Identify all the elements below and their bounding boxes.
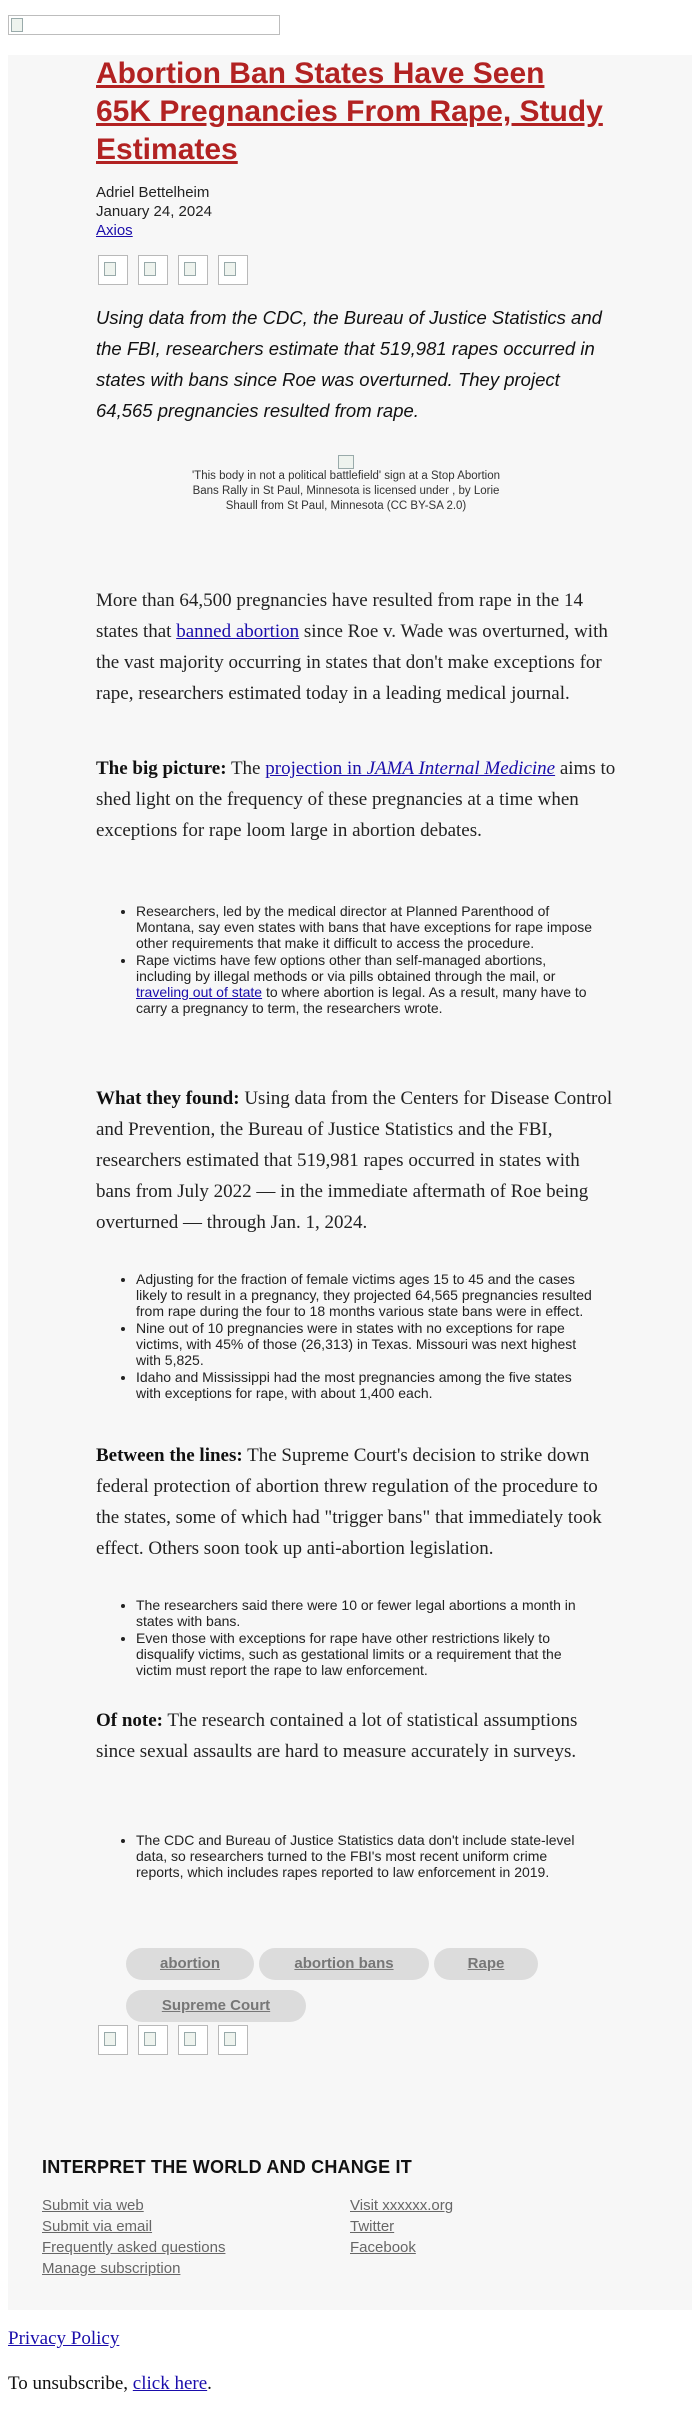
list-item: • The CDC and Bureau of Justice Statistics data don't include state-level data, so researchers turned to the FBI's most recent uniform crime reports, which includes rapes reported to law enforcement in 2019. bbox=[136, 1832, 596, 1880]
article-title[interactable]: Abortion Ban States Have Seen 65K Pregnancies From Rape, Study Estimates bbox=[96, 57, 603, 166]
paragraph-what-found: What they found: Using data from the Centers for Disease Control and Prevention, the Bureau of Justice Statistics and the FBI, researchers estimated that 519,981 rapes occurred in states with bans from July 2022 — in the immediate aftermath of Roe being overturned — through Jan. 1, 2024. bbox=[96, 1088, 613, 1233]
photo-image-icon bbox=[338, 455, 354, 469]
author: Adriel Bettelheim bbox=[96, 184, 210, 201]
share-row-top bbox=[98, 255, 248, 285]
tag-supreme-court[interactable]: Supreme Court bbox=[126, 1990, 306, 2022]
share-facebook-icon[interactable] bbox=[138, 2025, 168, 2055]
tag-rape[interactable]: Rape bbox=[434, 1948, 538, 1980]
label-between-lines: Between the lines: bbox=[96, 1445, 243, 1466]
submit-web-link[interactable]: Submit via web bbox=[42, 2197, 144, 2214]
big-picture-list bbox=[96, 903, 596, 1017]
footer-links-right bbox=[350, 2195, 453, 2258]
list-item: • Nine out of 10 pregnancies were in states with no exceptions for rape victims, with 45% of those (26,313) in Texas. Missouri was next highest with 5,825. bbox=[136, 1320, 596, 1368]
findings-list bbox=[96, 1271, 596, 1402]
submit-email-link[interactable]: Submit via email bbox=[42, 2218, 153, 2235]
jama-link[interactable]: projection in JAMA Internal Medicine bbox=[265, 758, 556, 779]
newsletter-card bbox=[8, 55, 692, 2310]
label-what-found: What they found: bbox=[96, 1088, 240, 1109]
date: January 24, 2024 bbox=[96, 203, 212, 220]
share-email-icon[interactable] bbox=[98, 255, 128, 285]
share-twitter-icon[interactable] bbox=[178, 255, 208, 285]
list-item: • Researchers, led by the medical director at Planned Parenthood of Montana, say even states with bans that have exceptions for rape impose other requirements that make it difficult to access the procedure. bbox=[136, 903, 596, 951]
list-item: • Idaho and Mississippi had the most pregnancies among the five states with exceptions for rape, with about 1,400 each. bbox=[136, 1369, 596, 1401]
broken-image-icon bbox=[11, 18, 23, 32]
share-link-icon[interactable] bbox=[218, 255, 248, 285]
facebook-link[interactable]: Facebook bbox=[350, 2239, 416, 2256]
label-of-note: Of note: bbox=[96, 1710, 164, 1731]
traveling-link[interactable]: traveling out of state bbox=[136, 984, 263, 1000]
list-item: • Adjusting for the fraction of female victims ages 15 to 45 and the cases likely to result in a pregnancy, they projected 64,565 pregnancies resulted from rape during the four to 18 months various state bans were in effect. bbox=[136, 1271, 596, 1319]
paragraph-between-lines: Between the lines: The Supreme Court's decision to strike down federal protection of abortion threw regulation of the procedure to the states, some of which had "trigger bans" that immediately took effect. Others soon took up anti-abortion legislation. bbox=[96, 1445, 602, 1559]
label-big-picture: The big picture: bbox=[96, 758, 227, 779]
footer-links-left bbox=[42, 2195, 225, 2279]
visit-site-link[interactable]: Visit xxxxxx.org bbox=[350, 2197, 454, 2214]
unsubscribe-row: To unsubscribe, click here. bbox=[8, 2373, 212, 2394]
list-item: • The researchers said there were 10 or fewer legal abortions a month in states with bans. bbox=[136, 1597, 596, 1629]
privacy-policy-link[interactable]: Privacy Policy bbox=[8, 2328, 120, 2349]
manage-subscription-link[interactable]: Manage subscription bbox=[42, 2260, 181, 2277]
tag-abortion[interactable]: abortion bbox=[126, 1948, 254, 1980]
photo-caption: 'This body in not a political battlefield' sign at a Stop Abortion Bans Rally in St Paul, Minnesota is licensed under , by Lorie Shaull from St Paul, Minnesota (CC BY-SA 2.0) bbox=[191, 470, 501, 512]
paragraph-intro: More than 64,500 pregnancies have resulted from rape in the 14 states that banned abortion since Roe v. Wade was overturned, with the vast majority occurring in states that don't make exceptions for rape, researchers estimated today in a leading medical journal. bbox=[96, 590, 608, 704]
share-twitter-icon[interactable] bbox=[178, 2025, 208, 2055]
of-note-list bbox=[96, 1832, 596, 1881]
twitter-link[interactable]: Twitter bbox=[350, 2218, 395, 2235]
footer-title: INTERPRET THE WORLD AND CHANGE IT bbox=[42, 2157, 412, 2177]
tag-abortion-bans[interactable]: abortion bans bbox=[259, 1948, 429, 1980]
source-link[interactable]: Axios bbox=[96, 222, 133, 239]
paragraph-of-note: Of note: The research contained a lot of statistical assumptions since sexual assaults are hard to measure accurately in surveys. bbox=[96, 1710, 578, 1762]
share-row-bottom bbox=[98, 2025, 248, 2055]
privacy-row bbox=[8, 2328, 119, 2350]
list-item: • Rape victims have few options other than self-managed abortions, including by illegal methods or via pills obtained through the mail, or traveling out of state to where abortion is legal. As a result, many have to carry a pregnancy to term, the researchers wrote. bbox=[136, 952, 596, 1016]
logo-image bbox=[8, 15, 280, 35]
list-item: • Even those with exceptions for rape have other restrictions likely to disqualify victims, such as gestational limits or a requirement that the victim must report the rape to law enforcement. bbox=[136, 1630, 596, 1678]
share-link-icon[interactable] bbox=[218, 2025, 248, 2055]
share-facebook-icon[interactable] bbox=[138, 255, 168, 285]
faq-link[interactable]: Frequently asked questions bbox=[42, 2239, 226, 2256]
article-dek: Using data from the CDC, the Bureau of Justice Statistics and the FBI, researchers estimate that 519,981 rapes occurred in states with bans since Roe was overturned. They project 64,565 pregnancies resulted from rape. bbox=[96, 307, 602, 421]
article-photo bbox=[186, 455, 506, 514]
unsubscribe-link[interactable]: click here bbox=[132, 2373, 208, 2394]
share-email-icon[interactable] bbox=[98, 2025, 128, 2055]
paragraph-big-picture: The big picture: The projection in JAMA Internal Medicine aims to shed light on the frequency of these pregnancies at a time when exceptions for rape loom large in abortion debates. bbox=[96, 758, 616, 841]
between-lines-list bbox=[96, 1597, 596, 1679]
byline bbox=[96, 183, 212, 240]
banned-abortion-link[interactable]: banned abortion bbox=[176, 621, 300, 642]
